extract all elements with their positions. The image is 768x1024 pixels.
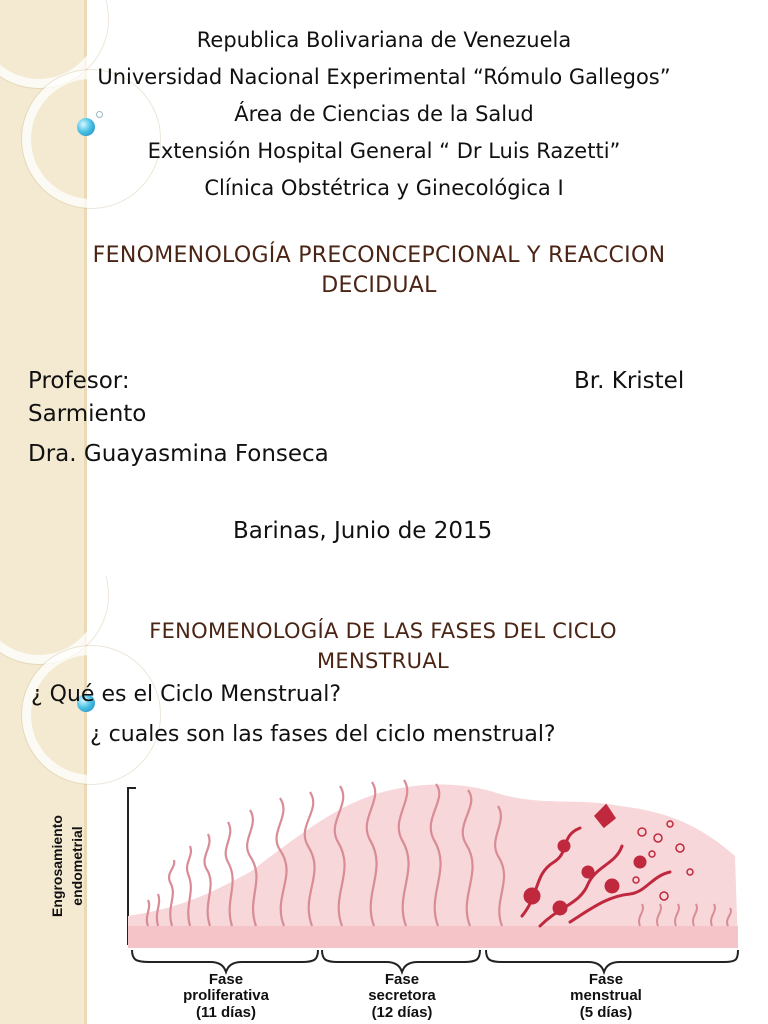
phase-label-duration: (12 días) xyxy=(371,1004,433,1021)
y-axis-label-line2: endometrial xyxy=(69,826,85,906)
endometrial-illustration xyxy=(40,776,760,1024)
y-axis-label-line1: Engrosamiento xyxy=(49,815,65,917)
slide-title xyxy=(0,241,763,301)
professor-name: Dra. Guayasmina Fonseca xyxy=(28,441,329,467)
phase-label-name: Fase xyxy=(384,971,420,988)
bracket-proliferativa xyxy=(132,950,318,972)
header-line: Clínica Obstétrica y Ginecológica I xyxy=(204,176,564,200)
phase-label-name: Fase xyxy=(208,971,244,988)
header-line: Extensión Hospital General “ Dr Luis Razetti” xyxy=(147,139,621,163)
basal-layer xyxy=(128,926,738,948)
phase-label-name: Fase xyxy=(588,971,624,988)
phase-label-duration: (11 días) xyxy=(195,1004,257,1021)
endometrial-cycle-figure xyxy=(40,776,760,1024)
slide-title-line: DECIDUAL xyxy=(321,273,437,298)
phase-label-name: secretora xyxy=(368,987,436,1004)
bracket-secretora xyxy=(322,950,480,972)
slide-title-line: FENOMENOLOGÍA DE LAS FASES DEL CICLO xyxy=(149,619,617,643)
slide-title-line: FENOMENOLOGÍA PRECONCEPCIONAL Y REACCION xyxy=(92,243,666,268)
content-slide xyxy=(0,576,768,1024)
endometrium-layer xyxy=(128,784,738,948)
slide-title xyxy=(0,616,767,676)
header-line: Universidad Nacional Experimental “Rómulo Gallegos” xyxy=(97,65,671,89)
phase-label-name: menstrual xyxy=(570,987,642,1004)
student-name-last: Sarmiento xyxy=(28,401,147,427)
phase-label-duration: (5 días) xyxy=(579,1004,633,1021)
student-name-first: Br. Kristel xyxy=(574,368,685,394)
institution-header xyxy=(0,22,768,207)
phase-label-name: proliferativa xyxy=(183,987,269,1004)
slide-title-line: MENSTRUAL xyxy=(317,649,449,673)
header-line: Área de Ciencias de la Salud xyxy=(234,102,534,126)
place-date: Barinas, Junio de 2015 xyxy=(233,518,493,544)
profesor-label: Profesor: xyxy=(28,368,130,394)
question-what-is-cycle: ¿ Qué es el Ciclo Menstrual? xyxy=(31,682,342,707)
bracket-menstrual xyxy=(486,950,738,972)
header-line: Republica Bolivariana de Venezuela xyxy=(196,28,572,52)
question-phases: ¿ cuales son las fases del ciclo menstrual? xyxy=(90,722,556,747)
